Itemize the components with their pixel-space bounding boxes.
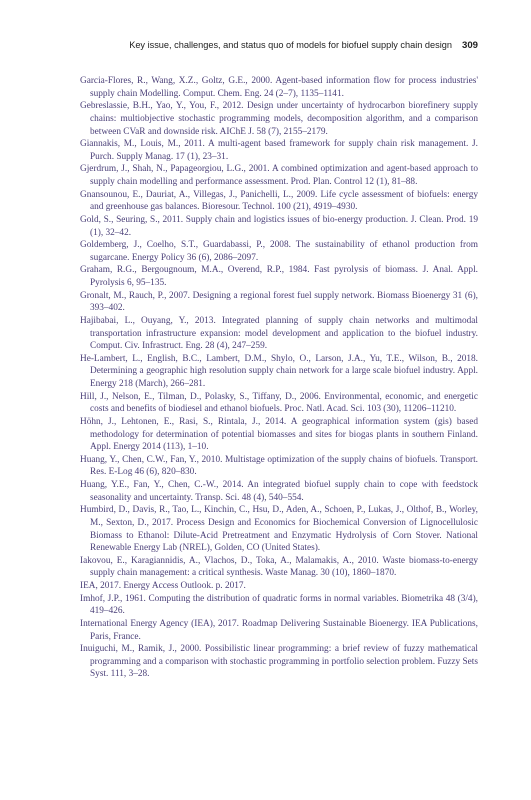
- reference-entry: Giannakis, M., Louis, M., 2011. A multi-agent based framework for supply chain risk management. J. Purch. Supply Manag. 17 (1), 23–31.: [80, 139, 478, 162]
- reference-entry: Iakovou, E., Karagiannidis, A., Vlachos, D., Toka, A., Malamakis, A., 2010. Waste biomass-to-energy supply chain management: a critical synthesis. Waste Manag. 30 (10), 1860–1870.: [80, 555, 478, 579]
- running-head-title: Key issue, challenges, and status quo of models for biofuel supply chain design: [129, 40, 452, 50]
- reference-entry: Garcia-Flores, R., Wang, X.Z., Goltz, G.E., 2000. Agent-based information flow for process industries' supply chain Modelling. Comput. Chem. Eng. 24 (2–7), 1135–1141.: [80, 76, 478, 99]
- running-head: [110, 40, 478, 51]
- reference-entry: Gjerdrum, J., Shah, N., Papageorgiou, L.G., 2001. A combined optimization and agent-based approach to supply chain modelling and performance assessment. Prod. Plan. Control 12 (1), 81–88.: [80, 164, 478, 187]
- reference-entry: Gebreslassie, B.H., Yao, Y., You, F., 2012. Design under uncertainty of hydrocarbon biorefinery supply chains: multiobjective stochastic programming models, decomposition algorithm, and a comparison between CVaR and downside risk. AIChE J. 58 (7), 2155–2179.: [80, 101, 478, 137]
- reference-entry: Gronalt, M., Rauch, P., 2007. Designing a regional forest fuel supply network. Biomass Bioenergy 31 (6), 393–402.: [80, 290, 478, 314]
- reference-entry: Graham, R.G., Bergougnoum, M.A., Overend, R.P., 1984. Fast pyrolysis of biomass. J. Anal. Appl. Pyrolysis 6, 95–135.: [80, 265, 478, 288]
- reference-entry: Hill, J., Nelson, E., Tilman, D., Polasky, S., Tiffany, D., 2006. Environmental, economic, and energetic costs and benefits of biodiesel and ethanol biofuels. Proc. Natl. Acad. Sci. 103 (30), 11206–11210.: [80, 391, 478, 415]
- reference-entry: International Energy Agency (IEA), 2017. Roadmap Delivering Sustainable Bioenergy. IEA Publications, Paris, France.: [80, 618, 478, 642]
- reference-entry: Huang, Y.E., Fan, Y., Chen, C.-W., 2014. An integrated biofuel supply chain to cope with feedstock seasonality and uncertainty. Transp. Sci. 48 (4), 540–554.: [80, 480, 478, 503]
- reference-entry: Inuiguchi, M., Ramik, J., 2000. Possibilistic linear programming: a brief review of fuzzy mathematical programming and a comparison with stochastic programming in portfolio selection problem. Fuzzy Sets Syst. 111, 3–28.: [80, 644, 478, 680]
- reference-entry: Imhof, J.P., 1961. Computing the distribution of quadratic forms in normal variables. Biometrika 48 (3/4), 419–426.: [80, 593, 478, 617]
- reference-entry: Gold, S., Seuring, S., 2011. Supply chain and logistics issues of bio-energy production. J. Clean. Prod. 19 (1), 32–42.: [80, 214, 478, 238]
- reference-entry: Huang, Y., Chen, C.W., Fan, Y., 2010. Multistage optimization of the supply chains of biofuels. Transport. Res. E-Log 46 (6), 820–830.: [80, 454, 478, 478]
- page-number: 309: [461, 40, 478, 51]
- reference-entry: Gnansounou, E., Dauriat, A., Villegas, J., Panichelli, L., 2009. Life cycle assessment of biofuels: energy and greenhouse gas balances. Bioresour. Technol. 100 (21), 4919–4930.: [80, 189, 478, 213]
- reference-entry: Höhn, J., Lehtonen, E., Rasi, S., Rintala, J., 2014. A geographical information system (gis) based methodology for determination of potential biomasses and sites for biogas plants in southern Finland. Appl. Energy 2014 (113), 1–10.: [80, 416, 478, 453]
- reference-entry: Hajibabai, L., Ouyang, Y., 2013. Integrated planning of supply chain networks and multimodal transportation infrastructure expansion: model development and application to the biofuel industry. Comput. Civ. Infrastruct. Eng. 28 (4), 247–259.: [80, 315, 478, 352]
- reference-entry: He-Lambert, L., English, B.C., Lambert, D.M., Shylo, O., Larson, J.A., Yu, T.E., Wilson, B., 2018. Determining a geographic high resolution supply chain network for a large scale biofuel industry. Appl. Energy 218 (March), 266–281.: [80, 353, 478, 389]
- reference-entry: Goldemberg, J., Coelho, S.T., Guardabassi, P., 2008. The sustainability of ethanol production from sugarcane. Energy Policy 36 (6), 2086–2097.: [80, 240, 478, 263]
- reference-list: [80, 75, 478, 681]
- reference-entry: IEA, 2017. Energy Access Outlook. p. 2017.: [80, 581, 246, 591]
- reference-entry: Humbird, D., Davis, R., Tao, L., Kinchin, C., Hsu, D., Aden, A., Schoen, P., Lukas, J., Olthof, B., Worley, M., Sexton, D., 2017. Process Design and Economics for Biochemical Conversion of Lignocellulosic Biomass to Ethanol: Dilute-Acid Pretreatment and Enzymatic Hydrolysis of Corn Stover. National Renewable Energy Lab (NREL), Golden, CO (United States).: [80, 505, 478, 554]
